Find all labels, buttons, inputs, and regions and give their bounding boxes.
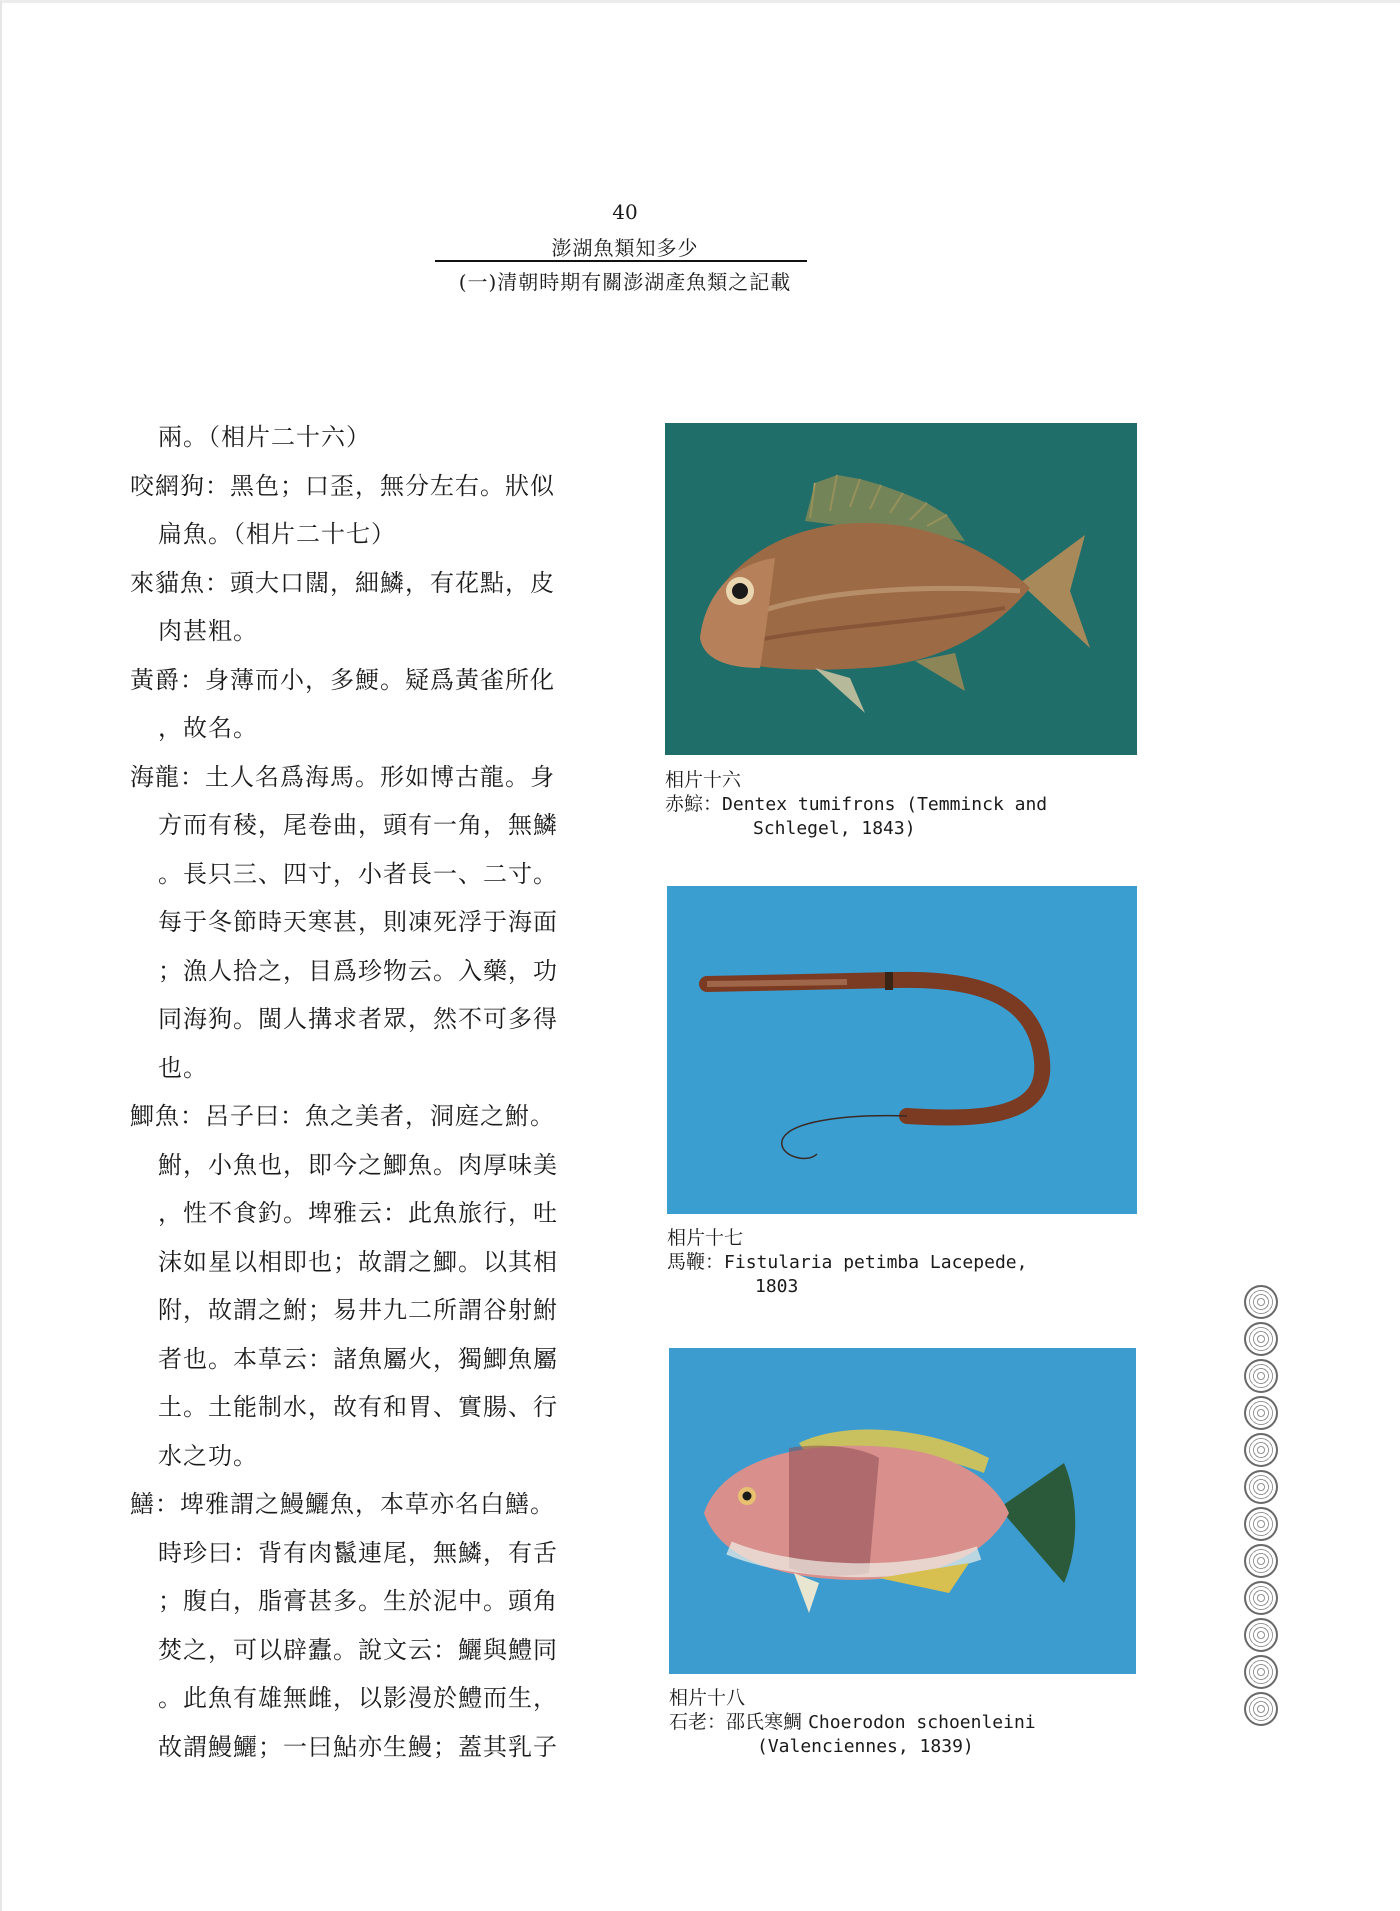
text-line: 扁魚。（相片二十七） <box>158 520 396 548</box>
text-line: 焚之，可以辟蠹。說文云：鱺與鱧同 <box>158 1635 558 1664</box>
text-line: 每于冬節時天寒甚，則凍死浮于海面 <box>158 908 558 936</box>
seal-ornament <box>1244 1470 1278 1504</box>
body-text-column <box>130 415 590 1773</box>
scientific-name-continued: (Valenciennes, 1839) <box>757 1736 974 1757</box>
photo-label: 相片十八 <box>669 1687 746 1709</box>
seal-ornament <box>1244 1507 1278 1541</box>
scientific-name: Fistularia petimba Lacepede, <box>724 1252 1028 1273</box>
text-line: 水之功。 <box>158 1441 258 1470</box>
seal-ornament <box>1244 1433 1278 1467</box>
text-line: ，性不食釣。埤雅云：此魚旅行，吐 <box>158 1199 558 1227</box>
text-line: 來貓魚：頭大口闊，細鱗，有花點，皮 <box>130 568 555 597</box>
text-line: 兩。（相片二十六） <box>158 423 371 451</box>
photo-fistularia-petimba <box>667 886 1137 1214</box>
seal-ornament <box>1244 1581 1278 1615</box>
text-line: 肉甚粗。 <box>158 617 258 645</box>
photo-choerodon-schoenleini <box>669 1348 1136 1674</box>
scientific-name-continued: 1803 <box>755 1276 799 1297</box>
header-rule <box>435 260 807 262</box>
common-name: 赤鯮： <box>665 793 723 815</box>
scientific-name-continued: Schlegel, 1843) <box>753 818 916 839</box>
text-line: ；漁人拾之，目爲珍物云。入藥，功 <box>158 956 558 985</box>
text-line: 鱔：埤雅謂之鰻鱺魚，本草亦名白鱔。 <box>130 1490 555 1518</box>
photo-caption-18 <box>669 1686 1036 1759</box>
text-line: 時珍曰：背有肉鬣連尾，無鱗，有舌 <box>158 1538 558 1567</box>
page-number: 40 <box>612 200 638 224</box>
seal-ornament <box>1244 1655 1278 1689</box>
text-line: 方而有稜，尾卷曲，頭有一角，無鱗 <box>158 811 558 839</box>
text-line: 鮒，小魚也，即今之鯽魚。肉厚味美 <box>158 1150 558 1179</box>
scientific-name: Choerodon schoenleini <box>808 1712 1036 1733</box>
seal-ornament <box>1244 1396 1278 1430</box>
seal-ornament <box>1244 1322 1278 1356</box>
text-line: 鯽魚：呂子曰：魚之美者，洞庭之鮒。 <box>130 1102 555 1130</box>
seal-ornament <box>1244 1692 1278 1726</box>
text-line: 。此魚有雄無雌，以影漫於鱧而生， <box>158 1684 558 1712</box>
text-line: 附，故謂之鮒；易井九二所謂谷射鮒 <box>158 1296 558 1324</box>
text-line: 黃爵：身薄而小，多鯁。疑爲黃雀所化 <box>130 665 555 694</box>
seal-ornament <box>1244 1618 1278 1652</box>
text-line: 咬網狗：黑色；口歪，無分左右。狀似 <box>130 471 555 500</box>
text-line: 同海狗。閩人搆求者眾，然不可多得 <box>158 1005 558 1033</box>
photo-caption-16 <box>665 768 1047 841</box>
text-line: 土。土能制水，故有和胃、實腸、行 <box>158 1393 558 1421</box>
text-line: 。長只三、四寸，小者長一、二寸。 <box>158 859 558 888</box>
photo-background <box>667 886 1137 1214</box>
running-title: 澎湖魚類知多少 <box>551 236 699 260</box>
seal-ornament <box>1244 1359 1278 1393</box>
photo-dentex-tumifrons <box>665 423 1137 755</box>
text-line: 者也。本草云：諸魚屬火，獨鯽魚屬 <box>158 1344 558 1373</box>
photo-label: 相片十七 <box>667 1227 744 1249</box>
seal-ornament <box>1244 1285 1278 1319</box>
photo-caption-17 <box>667 1226 1027 1299</box>
common-name: 石老：邵氏寒鯛 <box>669 1711 803 1733</box>
running-subtitle: (一)清朝時期有關澎湖產魚類之記載 <box>458 270 792 294</box>
seal-ornament <box>1244 1544 1278 1578</box>
text-line: ；腹白，脂膏甚多。生於泥中。頭角 <box>158 1587 558 1615</box>
photo-label: 相片十六 <box>665 769 742 791</box>
decorative-seal-column <box>1244 1285 1284 1729</box>
scientific-name: Dentex tumifrons (Temminck and <box>722 794 1048 815</box>
text-line: 也。 <box>158 1053 208 1082</box>
text-line: 沫如星以相即也；故謂之鯽。以其相 <box>158 1247 558 1276</box>
common-name: 馬鞭： <box>667 1251 725 1273</box>
text-line: 故謂鰻鱺；一曰鮎亦生鰻；蓋其乳子 <box>158 1732 558 1761</box>
text-line: 海龍：土人名爲海馬。形如博古龍。身 <box>130 762 555 791</box>
text-line: ，故名。 <box>158 714 258 742</box>
